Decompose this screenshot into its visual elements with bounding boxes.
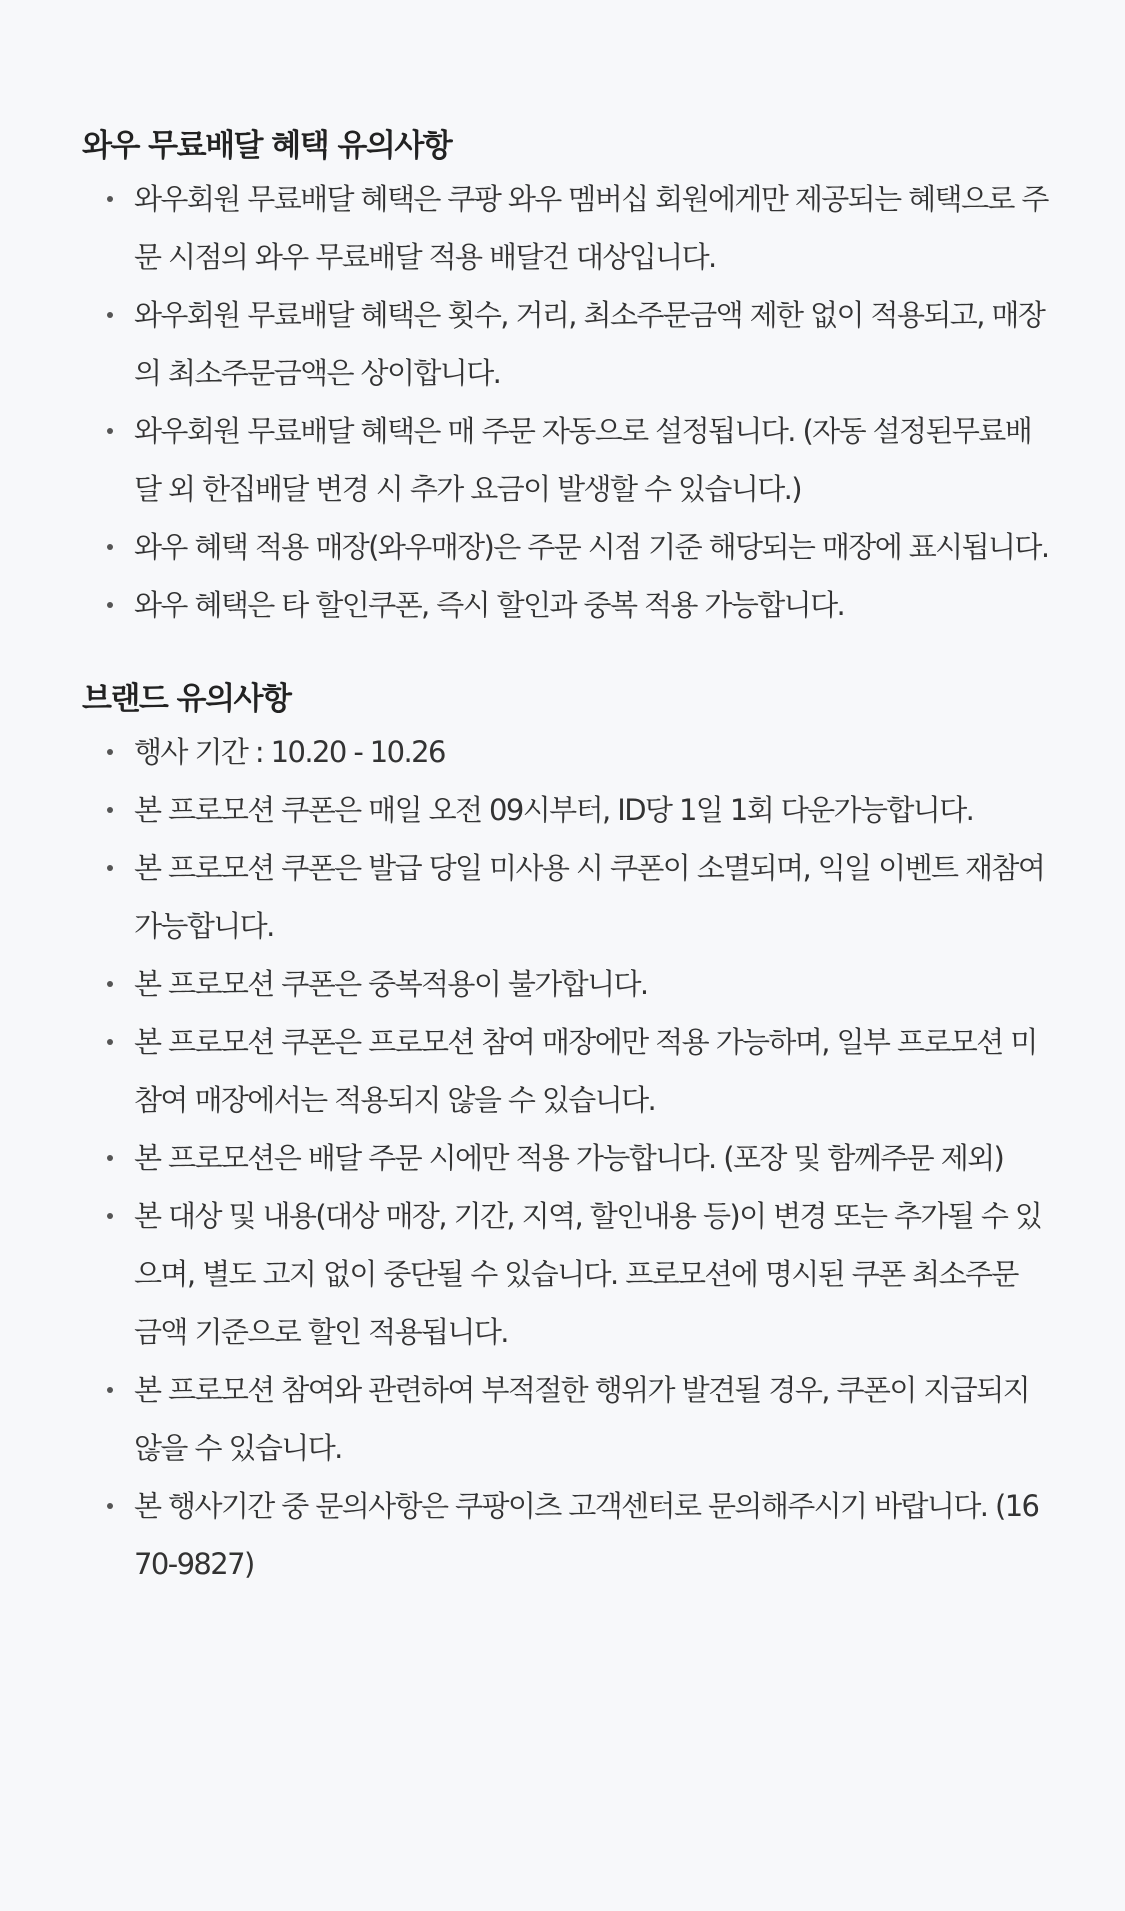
list-item [82,1187,1050,1361]
list-item-text: 본 대상 및 내용(대상 매장, 기간, 지역, 할인내용 등)이 변경 또는 추가될 수 있으며, 별도 고지 없이 중단될 수 있습니다. 프로모션에 명시된 쿠폰 최소주문 금액 기준으로 할인 적용됩니다. [134,1199,1042,1349]
list-item [82,781,1050,839]
list-item [82,1013,1050,1129]
list-item-text: 와우회원 무료배달 혜택은 매 주문 자동으로 설정됩니다. (자동 설정된무료배달 외 한집배달 변경 시 추가 요금이 발생할 수 있습니다.) [134,414,1032,506]
list-item-text: 와우회원 무료배달 혜택은 쿠팡 와우 멤버십 회원에게만 제공되는 혜택으로 주문 시점의 와우 무료배달 적용 배달건 대상입니다. [134,182,1048,274]
list-item [82,1477,1050,1593]
list-item-text: 본 프로모션 참여와 관련하여 부적절한 행위가 발견될 경우, 쿠폰이 지급되지 않을 수 있습니다. [134,1373,1030,1465]
bullet-icon [105,576,115,634]
bullet-icon [105,723,115,781]
bullet-icon [105,781,115,839]
list-item [82,170,1050,286]
list-item-text: 와우 혜택은 타 할인쿠폰, 즉시 할인과 중복 적용 가능합니다. [134,588,845,622]
list-item [82,955,1050,1013]
section-title: 와우 무료배달 혜택 유의사항 [82,128,452,164]
list-item-text: 와우회원 무료배달 혜택은 횟수, 거리, 최소주문금액 제한 없이 적용되고, 매장의 최소주문금액은 상이합니다. [134,298,1045,390]
bullet-icon [105,955,115,1013]
list-item-text: 본 행사기간 중 문의사항은 쿠팡이츠 고객센터로 문의해주시기 바랍니다. (1670-9827) [134,1489,1039,1581]
bullet-icon [105,1477,115,1535]
section-title: 브랜드 유의사항 [82,681,291,717]
bullet-icon [105,402,115,460]
list-item-text: 본 프로모션 쿠폰은 매일 오전 09시부터, ID당 1일 1회 다운가능합니다. [134,793,974,827]
list-item [82,518,1050,576]
list-item [82,286,1050,402]
bullet-icon [105,286,115,344]
bullet-icon [105,1129,115,1187]
list-item [82,1361,1050,1477]
bullet-icon [105,518,115,576]
bullet-icon [105,1187,115,1245]
list-item-text: 와우 혜택 적용 매장(와우매장)은 주문 시점 기준 해당되는 매장에 표시됩니다. [134,530,1049,564]
list-item-text: 본 프로모션은 배달 주문 시에만 적용 가능합니다. (포장 및 함께주문 제외) [134,1141,1004,1175]
list-item-text: 본 프로모션 쿠폰은 중복적용이 불가합니다. [134,967,648,1001]
list-item-text: 본 프로모션 쿠폰은 프로모션 참여 매장에만 적용 가능하며, 일부 프로모션 미참여 매장에서는 적용되지 않을 수 있습니다. [134,1025,1037,1117]
list-item-text: 행사 기간 : 10.20 - 10.26 [134,735,445,769]
list-item [82,839,1050,955]
list-item-text: 본 프로모션 쿠폰은 발급 당일 미사용 시 쿠폰이 소멸되며, 익일 이벤트 재참여 가능합니다. [134,851,1045,943]
notice-list [82,723,1050,1593]
brand-notice-section [82,679,1050,1593]
list-item [82,723,1050,781]
list-item [82,402,1050,518]
list-item [82,1129,1050,1187]
wow-free-delivery-notice-section [82,126,1050,634]
notice-list [82,170,1050,634]
bullet-icon [105,170,115,228]
bullet-icon [105,1361,115,1419]
bullet-icon [105,839,115,897]
bullet-icon [105,1013,115,1071]
list-item [82,576,1050,634]
